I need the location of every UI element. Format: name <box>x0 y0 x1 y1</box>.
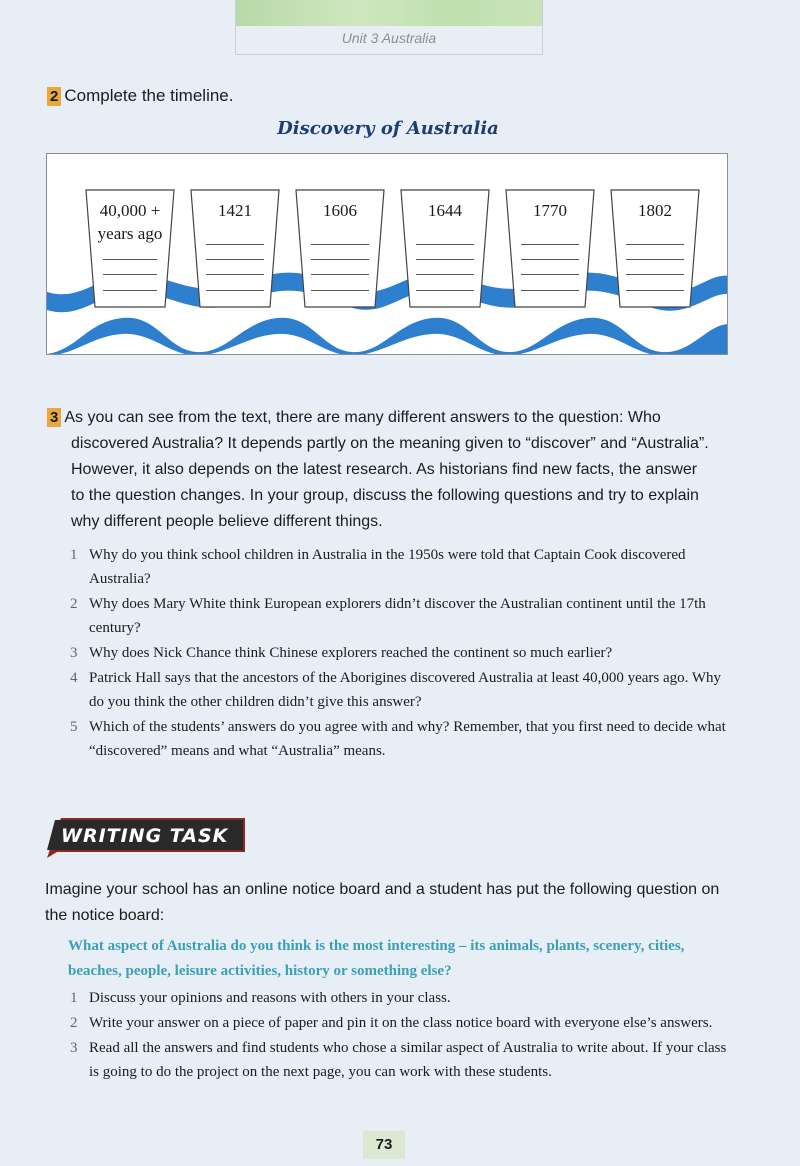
answer-line[interactable] <box>416 244 474 245</box>
timeline-card <box>400 189 490 309</box>
exercise-3-line: to the question changes. In your group, discuss the following questions and try to explain <box>71 487 699 504</box>
notice-board-question: What aspect of Australia do you think is the most interesting – its animals, plants, scenery, cities, beaches, people, leisure activities, history or something else? <box>68 938 685 979</box>
list-item: 1 Why do you think school children in Australia in the 1950s were told that Captain Cook discovered Australia? <box>70 547 686 587</box>
timeline-year: 40,000 + years ago <box>97 201 163 243</box>
timeline-card <box>505 189 595 309</box>
answer-line[interactable] <box>626 244 684 245</box>
answer-line[interactable] <box>416 290 474 291</box>
unit-title: Unit 3 Australia <box>341 30 437 46</box>
header-decoration <box>236 0 542 26</box>
answer-line[interactable] <box>521 290 579 291</box>
exercise-3-line: discovered Australia? It depends partly on the meaning given to “discover” and “Australia”. <box>71 435 709 452</box>
timeline-card <box>85 189 175 309</box>
answer-line[interactable] <box>416 259 474 260</box>
exercise-3-line: However, it also depends on the latest research. As historians find new facts, the answer <box>71 461 698 478</box>
writing-task-intro: Imagine your school has an online notice board and a student has put the following question on the notice board: <box>45 881 720 924</box>
list-item: 2 Why does Mary White think European explorers didn’t discover the Australian continent until the 17th century? <box>70 596 706 636</box>
timeline-figure <box>46 153 728 355</box>
answer-line[interactable] <box>311 244 369 245</box>
list-item: 5 Which of the students’ answers do you agree with and why? Remember, that you first need to decide what “discovered” means and what “Australia” means. <box>70 719 726 759</box>
answer-line[interactable] <box>206 290 264 291</box>
list-item: 3 Why does Nick Chance think Chinese explorers reached the continent so much earlier? <box>70 645 613 661</box>
exercise-2-instruction: Complete the timeline. <box>64 86 234 105</box>
answer-line[interactable] <box>626 274 684 275</box>
answer-line[interactable] <box>206 259 264 260</box>
timeline-year: 1644 <box>428 201 462 220</box>
answer-line[interactable] <box>521 244 579 245</box>
answer-line[interactable] <box>626 290 684 291</box>
timeline-card <box>190 189 280 309</box>
writing-task-banner: WRITING TASK <box>47 818 245 858</box>
exercise-number-badge: 3 <box>47 408 61 427</box>
writing-task-steps <box>65 986 737 1085</box>
exercise-number-badge: 2 <box>47 87 61 106</box>
answer-line[interactable] <box>206 274 264 275</box>
timeline-year: 1770 <box>533 201 567 220</box>
timeline-year: 1606 <box>323 201 357 220</box>
timeline-card <box>295 189 385 309</box>
list-item: 1 Discuss your opinions and reasons with others in your class. <box>70 990 451 1006</box>
answer-line[interactable] <box>416 274 474 275</box>
answer-line[interactable] <box>103 259 157 260</box>
answer-line[interactable] <box>521 274 579 275</box>
exercise-2-heading <box>47 86 233 106</box>
page-number: 73 <box>363 1131 405 1159</box>
timeline-year: 1421 <box>218 201 252 220</box>
discussion-questions <box>65 543 735 764</box>
answer-line[interactable] <box>311 290 369 291</box>
answer-line[interactable] <box>103 290 157 291</box>
answer-line[interactable] <box>626 259 684 260</box>
list-item: 2 Write your answer on a piece of paper and pin it on the class notice board with everyone else’s answers. <box>70 1015 713 1031</box>
answer-line[interactable] <box>103 274 157 275</box>
exercise-3-text <box>47 405 737 535</box>
timeline-card <box>610 189 700 309</box>
timeline-year: 1802 <box>638 201 672 220</box>
answer-line[interactable] <box>311 259 369 260</box>
answer-line[interactable] <box>521 259 579 260</box>
exercise-3-line: why different people believe different things. <box>71 513 383 530</box>
unit-header-tab <box>235 0 543 55</box>
list-item: 3 Read all the answers and find students who chose a similar aspect of Australia to write about. If your class is going to do the project on the next page, you can work with these students. <box>70 1040 727 1080</box>
exercise-3-line: As you can see from the text, there are many different answers to the question: Who <box>64 409 661 426</box>
timeline-title: Discovery of Australia <box>277 118 499 139</box>
list-item: 4 Patrick Hall says that the ancestors of the Aborigines discovered Australia at least 40,000 years ago. Why do you think the other children didn’t give this answer? <box>70 670 722 710</box>
answer-line[interactable] <box>206 244 264 245</box>
answer-line[interactable] <box>311 274 369 275</box>
